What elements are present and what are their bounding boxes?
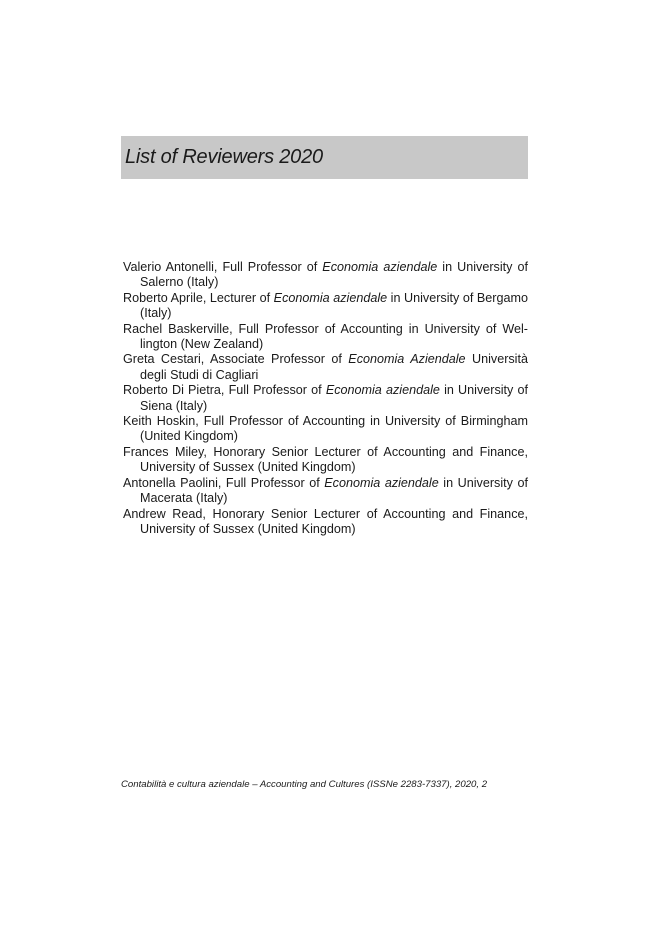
reviewer-text: Roberto Di Pietra, Full Professor of: [123, 383, 326, 398]
reviewer-entry: [123, 291, 528, 322]
reviewer-text: Roberto Aprile, Lecturer of: [123, 290, 274, 305]
journal-footer: Contabilità e cultura aziendale – Accounting and Cultures (ISSNe 2283-7337), 2020, 2: [121, 779, 488, 790]
reviewer-entry: [123, 352, 528, 383]
reviewer-entry: [123, 322, 528, 353]
reviewer-entry: [123, 414, 528, 445]
reviewer-entry: [123, 476, 528, 507]
reviewer-field-italic: Economia aziendale: [273, 290, 388, 305]
reviewer-affiliation: in University of Bergamo (Italy): [140, 290, 528, 321]
reviewer-text: Antonella Paolini, Full Professor of: [123, 475, 325, 490]
reviewer-entry: [123, 507, 528, 538]
reviewer-text: Frances Miley, Honorary Senior Lecturer of Accounting and Finance, University of Sussex (United Kingdom): [123, 444, 528, 475]
reviewer-text: Greta Cestari, Associate Professor of: [123, 352, 349, 367]
reviewer-affiliation: Università degli Studi di Cagliari: [140, 352, 528, 382]
reviewer-text: Valerio Antonelli, Full Professor of: [123, 260, 323, 274]
reviewer-affiliation: in University of Macerata (Italy): [140, 475, 528, 506]
reviewer-field-italic: Economia aziendale: [325, 383, 440, 398]
reviewer-entry: [123, 383, 528, 414]
reviewer-list: [123, 260, 528, 537]
reviewer-affiliation: in University of Salerno (Italy): [140, 260, 528, 290]
reviewer-field-italic: Economia aziendale: [324, 475, 439, 490]
title-banner: [121, 136, 528, 179]
reviewer-text: Rachel Baskerville, Full Professor of Accounting in University of Wellington (New Zealand): [123, 321, 528, 352]
reviewer-entry: [123, 260, 528, 291]
page-title: List of Reviewers 2020: [125, 146, 323, 168]
reviewer-field-italic: Economia aziendale: [322, 260, 438, 274]
reviewer-entry: [123, 445, 528, 476]
reviewer-text: Andrew Read, Honorary Senior Lecturer of Accounting and Finance, University of Sussex (United Kingdom): [123, 506, 528, 536]
reviewer-text: Keith Hoskin, Full Professor of Accounting in University of Birmingham (United Kingdom): [123, 414, 528, 444]
reviewer-field-italic: Economia Aziendale: [348, 352, 466, 367]
reviewer-affiliation: in University of Siena (Italy): [140, 383, 529, 413]
